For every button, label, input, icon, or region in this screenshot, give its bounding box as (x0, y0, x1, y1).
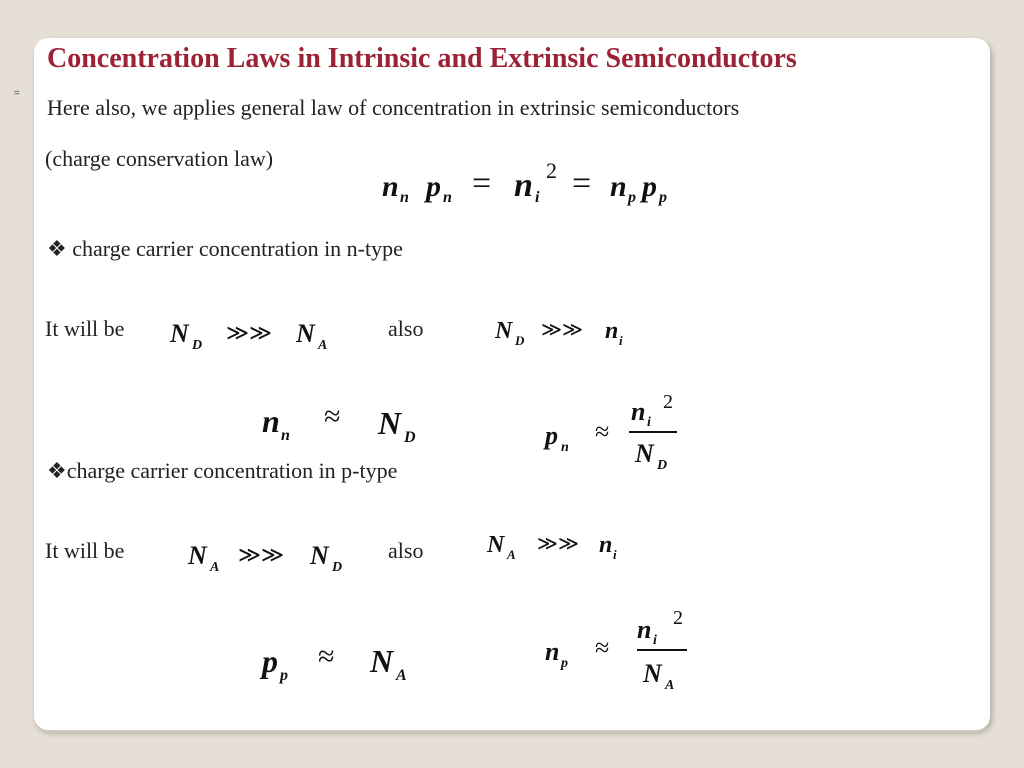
eq-rhs-p: p (642, 170, 657, 203)
pc1-rel: ≫≫ (238, 542, 285, 567)
ptype-heading-text: charge carrier concentration in p-type (66, 458, 398, 483)
pr2-num: n (637, 615, 652, 644)
eq-rhs-n-sub: p (628, 189, 636, 206)
equation-ntype-cond1 (170, 312, 340, 356)
nr2-rel: ≈ (595, 417, 610, 446)
nr2-den-sub: D (657, 458, 668, 473)
eq-mid-sup: 2 (546, 158, 557, 183)
pc1-right-sub: D (332, 560, 343, 575)
nr2-den: N (635, 439, 654, 468)
pr2-left: n (545, 637, 560, 666)
eq-lhs-p: p (426, 170, 441, 203)
pc1-left: N (188, 541, 207, 570)
pc2-left: N (487, 532, 505, 558)
ptype-heading (47, 458, 397, 484)
nr1-left-sub: n (281, 427, 290, 444)
pr2-den: N (643, 659, 662, 688)
nc1-left-sub: D (192, 338, 203, 353)
nr2-num-sup: 2 (663, 391, 673, 413)
nc2-right-sub: i (619, 333, 623, 348)
pc2-rel: ≫≫ (537, 533, 579, 555)
diamond-bullet-icon: ❖ (47, 236, 67, 261)
eq-equals-1: = (472, 165, 492, 202)
eq-lhs-p-sub: n (443, 189, 452, 206)
ptype-it-will-be: It will be (45, 538, 125, 563)
eq-equals-2: = (572, 165, 592, 202)
nr1-right: N (378, 405, 402, 441)
equation-ntype-result2 (545, 392, 695, 474)
pr1-rel: ≈ (318, 640, 335, 673)
eq-lhs-n: n (382, 170, 399, 203)
equation-ptype-cond1 (188, 534, 358, 578)
equation-ptype-result1 (262, 638, 442, 688)
intro-line-2: (charge conservation law) (45, 146, 274, 171)
nc2-right: n (605, 318, 619, 344)
pc1-left-sub: A (210, 560, 220, 575)
ntype-also: also (388, 316, 424, 341)
nr2-left: p (545, 421, 558, 450)
pr1-right: N (370, 643, 394, 679)
ntype-it-will-be: It will be (45, 316, 125, 341)
nc1-right: N (296, 319, 315, 348)
pc2-left-sub: A (507, 547, 516, 562)
intro-line-1: Here also, we applies general law of concentration in extrinsic semiconductors (47, 95, 740, 120)
slide-marker: = (14, 88, 20, 99)
equation-ptype-result2 (545, 608, 695, 692)
nc1-right-sub: A (318, 338, 328, 353)
nc2-left: N (495, 318, 513, 344)
nc1-left: N (170, 319, 189, 348)
equation-ntype-result1 (262, 398, 442, 448)
nr1-rel: ≈ (324, 400, 341, 433)
nr1-right-sub: D (404, 429, 416, 446)
pc1-right: N (310, 541, 329, 570)
nr2-left-sub: n (561, 440, 569, 455)
eq-lhs-n-sub: n (400, 189, 409, 206)
pr2-num-sup: 2 (673, 607, 683, 629)
slide-card (34, 38, 990, 730)
nc2-rel: ≫≫ (541, 319, 583, 341)
pr2-num-sub: i (653, 633, 657, 648)
eq-rhs-n: n (610, 170, 627, 203)
pr2-rel: ≈ (595, 633, 610, 662)
pc2-right-sub: i (613, 547, 617, 562)
equation-ptype-cond2 (487, 526, 637, 570)
eq-mid-n: n (514, 167, 533, 204)
diamond-bullet-icon: ❖ (47, 458, 67, 483)
ntype-heading (47, 236, 403, 262)
slide-title: Concentration Laws in Intrinsic and Extrinsic Semiconductors (47, 43, 797, 74)
eq-mid-sub: i (535, 189, 540, 206)
pr1-right-sub: A (396, 667, 407, 684)
pr2-left-sub: p (561, 656, 568, 671)
eq-rhs-p-sub: p (659, 189, 667, 206)
nr2-num: n (631, 397, 646, 426)
pr1-left: p (262, 643, 278, 679)
nc1-rel: ≫≫ (226, 320, 273, 345)
ptype-also: also (388, 538, 424, 563)
equation-conservation (380, 158, 690, 208)
pr1-left-sub: p (280, 667, 288, 684)
ntype-heading-text: charge carrier concentration in n-type (72, 236, 403, 261)
nc2-left-sub: D (515, 333, 525, 348)
pr2-den-sub: A (665, 678, 675, 693)
equation-ntype-cond2 (495, 312, 645, 356)
nr2-num-sub: i (647, 415, 651, 430)
pc2-right: n (599, 532, 613, 558)
nr1-left: n (262, 403, 280, 439)
